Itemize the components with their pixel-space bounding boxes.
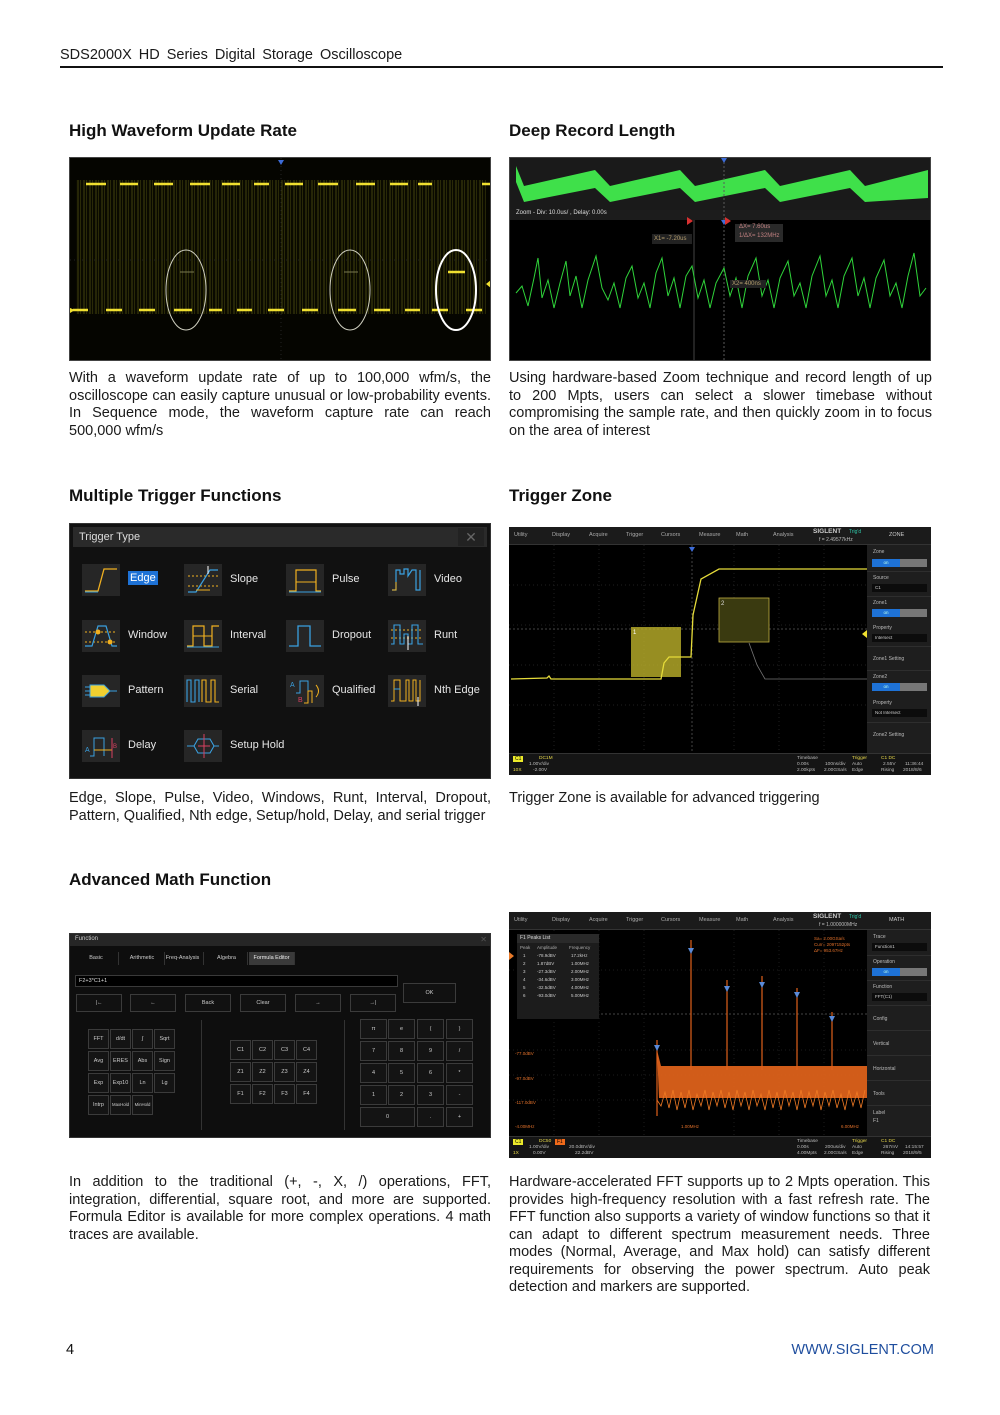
key-eres[interactable]: ERES [110,1051,131,1071]
website-link[interactable]: WWW.SIGLENT.COM [791,1342,934,1358]
close-icon[interactable]: ✕ [480,935,487,944]
key-plus[interactable]: + [446,1107,473,1127]
menu-analysis[interactable]: Analysis [773,532,794,538]
menu-cursors[interactable]: Cursors [661,917,681,923]
close-icon[interactable]: ✕ [458,528,484,546]
zone1-setting-button[interactable]: Zone1 Setting [873,656,905,662]
key-7[interactable]: 7 [360,1041,387,1061]
cursor-end-button[interactable]: →| [350,994,396,1012]
x-label-2: 1.00MHz [681,1124,700,1129]
cursor-left-button[interactable]: ← [130,994,176,1012]
key-divide[interactable]: / [446,1041,473,1061]
panel-title: ZONE [889,532,905,538]
setup-hold-icon [184,730,222,762]
key-5[interactable]: 5 [388,1063,415,1083]
trace-select[interactable]: Function1 [872,943,927,951]
key-6[interactable]: 6 [417,1063,444,1083]
key-fft[interactable]: FFT [88,1029,109,1049]
scope-menu-bar [509,527,931,545]
zone2-property-select[interactable]: Not Intersect [872,709,927,717]
qualified-icon [286,675,324,707]
menu-math[interactable]: Math [736,532,749,538]
peaks-list-title: F1 Peaks List [517,934,599,943]
description-update-rate: With a waveform update rate of up to 100,000 wfm/s, the oscilloscope can easily capture unusual or low-probability events. In Sequence mode, the waveform capture rate can reach 500,000 wfm/s [69,370,491,439]
key-8[interactable]: 8 [388,1041,415,1061]
menu-trigger[interactable]: Trigger [626,917,644,923]
x-label-3: 6.00MHz [841,1124,860,1129]
key-rparen[interactable]: ) [446,1019,473,1039]
zone1-property-select[interactable]: Intersect [872,634,927,642]
menu-acquire[interactable]: Acquire [589,917,608,923]
peak-row: 2 1.87dBV 1.00MHz [523,961,590,966]
zone1-toggle[interactable]: on [872,609,927,617]
y-label-1: -77.0dBV [515,1051,534,1056]
menu-utility[interactable]: Utility [514,917,528,923]
function-field[interactable]: FFT(C1) [872,993,927,1001]
key-avg[interactable]: Avg [88,1051,109,1071]
tools-button[interactable]: Tools [873,1091,885,1097]
svg-text:A: A [290,682,295,689]
window-icon [82,620,120,652]
horizontal-button[interactable]: Horizontal [873,1066,896,1072]
key-2[interactable]: 2 [388,1085,415,1105]
key-4[interactable]: 4 [360,1063,387,1083]
channel-badge[interactable]: C1 [515,1139,522,1145]
svg-text:B: B [113,744,118,750]
key-c4[interactable]: C4 [296,1040,317,1060]
fft-info-curr: Curr= 2097152pts [814,942,851,947]
delay-icon [82,730,120,762]
config-button[interactable]: Config [873,1016,888,1022]
key-z3[interactable]: Z3 [274,1062,295,1082]
dialog-title: Trigger Type [79,531,141,543]
fft-info-sa: Sa= 2.00GSa/s [814,936,845,941]
svg-text:B: B [298,697,303,704]
cursor-1dx-label: 1/ΔX= 132MHz [739,233,780,239]
key-exp10[interactable]: Exp10 [110,1073,131,1093]
description-fft: Hardware-accelerated FFT supports up to 2 Mpts operation. This provides high-frequency resolution with a fast refresh rate. The FFT function also supports a variety of window functions so that it can adapt to different spectrum measurement needs. Three modes (Normal, Average, and Max hold) can satisfy different requirements for observing the power spectrum. Auto peak detection and markers are supported. [509,1174,930,1295]
menu-acquire[interactable]: Acquire [589,532,608,538]
section-title-update-rate: High Waveform Update Rate [69,121,297,140]
key-f4[interactable]: F4 [296,1084,317,1104]
menu-math[interactable]: Math [736,917,749,923]
status-bar: C1 DC1M 1.00V/div 10X -2.00V Timebase 0.00s 100ns/div 2.00kpts 2.00GSa/s Trigger C1 DC Auto 2.55V Edge Rising 11:36:44 2018/8/6 [509,753,931,775]
peak-row: 4 -34.6dBV 3.00MHz [523,977,590,982]
key-integral[interactable]: ∫ [132,1029,153,1049]
zone-waveform [509,545,867,753]
ok-button[interactable]: OK [403,983,456,1003]
math-badge[interactable]: F1 [557,1139,563,1145]
fft-info-df: ΔF= 953.67Hz [814,948,843,953]
cursor-x2-label: X2= 400ns [732,281,761,287]
description-trigger-zone: Trigger Zone is available for advanced triggering [509,790,820,806]
section-title-deep-record: Deep Record Length [509,121,676,140]
persistence-waveform [70,158,491,361]
key-sign[interactable]: Sign [154,1051,175,1071]
zone-toggle[interactable]: on [872,559,927,567]
menu-display[interactable]: Display [552,532,571,538]
deep-record-screenshot [509,157,931,361]
clear-button[interactable]: Clear [240,994,286,1012]
menu-analysis[interactable]: Analysis [773,917,794,923]
cursor-home-button[interactable]: |← [76,994,122,1012]
trigger-status: Trig'd [849,529,862,535]
pattern-icon [82,675,120,707]
vertical-button[interactable]: Vertical [873,1041,890,1047]
document-header [60,46,943,68]
section-title-trigger-zone: Trigger Zone [509,486,612,505]
tab-algebra[interactable]: Algebra [206,952,248,965]
key-intrp[interactable]: Intrp [88,1095,109,1115]
frequency-counter: f = 1.000000MHz [819,922,858,928]
dialog-title: Function [75,936,99,942]
tab-basic[interactable]: Basic [74,952,119,965]
page-number: 4 [66,1342,75,1358]
peaks-header: Peak Amplitude Frequency [520,945,591,950]
trigger-type-dialog: Trigger Type ✕ Edge Slope Pulse Video Window Interval Dropout Runt Pattern Serial A B Qualified Nth Edge A B Delay Setup Hold [69,523,491,779]
zoom-info-label: Zoom - Div: 10.0us/ , Delay: 0.00s [516,210,607,216]
waveform-update-screenshot [69,157,491,361]
tab-formula-editor[interactable]: Formula Editor [249,952,295,965]
tab-freq-analysis[interactable]: Freq-Analysis [162,952,204,965]
key-f1[interactable]: F1 [230,1084,251,1104]
key-multiply[interactable]: * [446,1063,473,1083]
description-trigger-functions: Edge, Slope, Pulse, Video, Windows, Runt, Interval, Dropout, Pattern, Qualified, Nth edge, Setup/hold, Delay, and serial trigger [69,790,491,824]
description-math: In addition to the traditional (+, -, X, /) operations, FFT, integration, differential, square root, and more are supported. Formula Editor is available for more complex operations. 4 math traces are available. [69,1174,491,1243]
x-label-1: -4.00MHz [515,1124,535,1129]
key-dot[interactable]: . [417,1107,444,1127]
peak-row: 1 -78.9dBV 17.2kHz [523,953,588,958]
key-z2[interactable]: Z2 [252,1062,273,1082]
key-c2[interactable]: C2 [252,1040,273,1060]
status-bar: C1 DC50 1.00V/div 1X 0.00V F1 20.0dBV/div 22.2dBV Timebase 0.00s 200us/div 4.00Mpts 2.00GSa/s Trigger C1 DC Auto 267mV Edge Rising 14:15:57 2018/9/5 [509,1136,931,1158]
key-ln[interactable]: Ln [132,1073,153,1093]
cursor-dx-label: ΔX= 7.60us [739,224,771,230]
peak-row: 3 -27.3dBV 2.00MHz [523,969,590,974]
scope-menu-bar [509,912,931,930]
key-pi[interactable]: π [360,1019,387,1039]
zone2-toggle[interactable]: on [872,683,927,691]
key-ddt[interactable]: d/dt [110,1029,131,1049]
key-z4[interactable]: Z4 [296,1062,317,1082]
section-title-trigger-functions: Multiple Trigger Functions [69,486,282,505]
key-0[interactable]: 0 [360,1107,415,1127]
label-value[interactable]: F1 [873,1118,879,1124]
panel-title: MATH [889,917,905,923]
key-exp[interactable]: Exp [88,1073,109,1093]
dropout-icon [286,620,324,652]
document-title: SDS2000X HD Series Digital Storage Oscilloscope [60,47,403,63]
key-f3[interactable]: F3 [274,1084,295,1104]
key-sqrt[interactable]: Sqrt [154,1029,175,1049]
function-dialog [69,933,491,1138]
svg-text:A: A [85,747,90,754]
slope-icon [184,564,222,596]
tab-arithmetic[interactable]: Arithmetic [120,952,165,965]
menu-display[interactable]: Display [552,917,571,923]
key-lparen[interactable]: ( [417,1019,444,1039]
math-side-panel: Trace Function1 Operation on Function FFT(C1) Config Vertical Horizontal Tools Label F1 [867,930,931,1136]
peak-row: 6 -93.0dBV 5.00MHz [523,993,590,998]
trigger-zone-screenshot [509,527,931,775]
key-abs[interactable]: Abs [132,1051,153,1071]
cursor-right-button[interactable]: → [295,994,341,1012]
peak-row: 5 -32.5dBV 4.00MHz [523,985,590,990]
section-title-math: Advanced Math Function [69,870,272,889]
menu-measure[interactable]: Measure [699,917,721,923]
key-c3[interactable]: C3 [274,1040,295,1060]
video-icon [388,564,426,596]
formula-input[interactable]: F2+3*C1+1 [75,975,398,987]
siglent-logo: SIGLENT [813,528,842,535]
zone-side-panel: Zone on Source C1 Zone1 on Property Intersect Zone1 Setting Zone2 on Property Not Intersect Zone2 Setting [867,545,931,753]
menu-utility[interactable]: Utility [514,532,528,538]
fft-screenshot [509,912,931,1158]
menu-cursors[interactable]: Cursors [661,532,681,538]
svg-text:2: 2 [721,601,725,607]
key-e[interactable]: e [388,1019,415,1039]
key-c1[interactable]: C1 [230,1040,251,1060]
key-z1[interactable]: Z1 [230,1062,251,1082]
trigger-status: Trig'd [849,914,862,920]
key-lg[interactable]: Lg [154,1073,175,1093]
edge-icon [82,564,120,596]
menu-measure[interactable]: Measure [699,532,721,538]
peaks-list-panel [517,934,599,1019]
cursor-x1-label: X1= -7.20us [654,236,687,242]
zone2-setting-button[interactable]: Zone2 Setting [873,732,905,738]
y-label-2: -97.0dBV [515,1076,534,1081]
back-button[interactable]: Back [185,994,231,1012]
y-label-3: -117.0dBV [515,1100,536,1105]
description-deep-record: Using hardware-based Zoom technique and record length of up to 200 Mpts, users can select a slower timebase without compromising the sample rate, and then quickly zoom in to focus on the area of interest [509,370,932,439]
frequency-counter: f = 2.49577kHz [819,537,853,543]
key-minus[interactable]: - [446,1085,473,1105]
operation-toggle[interactable]: on [872,968,927,976]
channel-badge[interactable]: C1 [515,756,522,762]
svg-text:1: 1 [633,630,637,636]
key-f2[interactable]: F2 [252,1084,273,1104]
siglent-logo: SIGLENT [813,913,842,920]
key-1[interactable]: 1 [360,1085,387,1105]
key-minhold[interactable]: MinHold [132,1095,153,1115]
interval-icon [184,620,222,652]
key-maxhold[interactable]: MaxHold [110,1095,131,1115]
nth-edge-icon [388,675,426,707]
zoomed-waveform [510,158,931,361]
dialog-header [73,527,487,547]
source-select[interactable]: C1 [872,584,927,592]
pulse-icon [286,564,324,596]
key-3[interactable]: 3 [417,1085,444,1105]
runt-icon [388,620,426,652]
serial-icon [184,675,222,707]
key-9[interactable]: 9 [417,1041,444,1061]
menu-trigger[interactable]: Trigger [626,532,644,538]
